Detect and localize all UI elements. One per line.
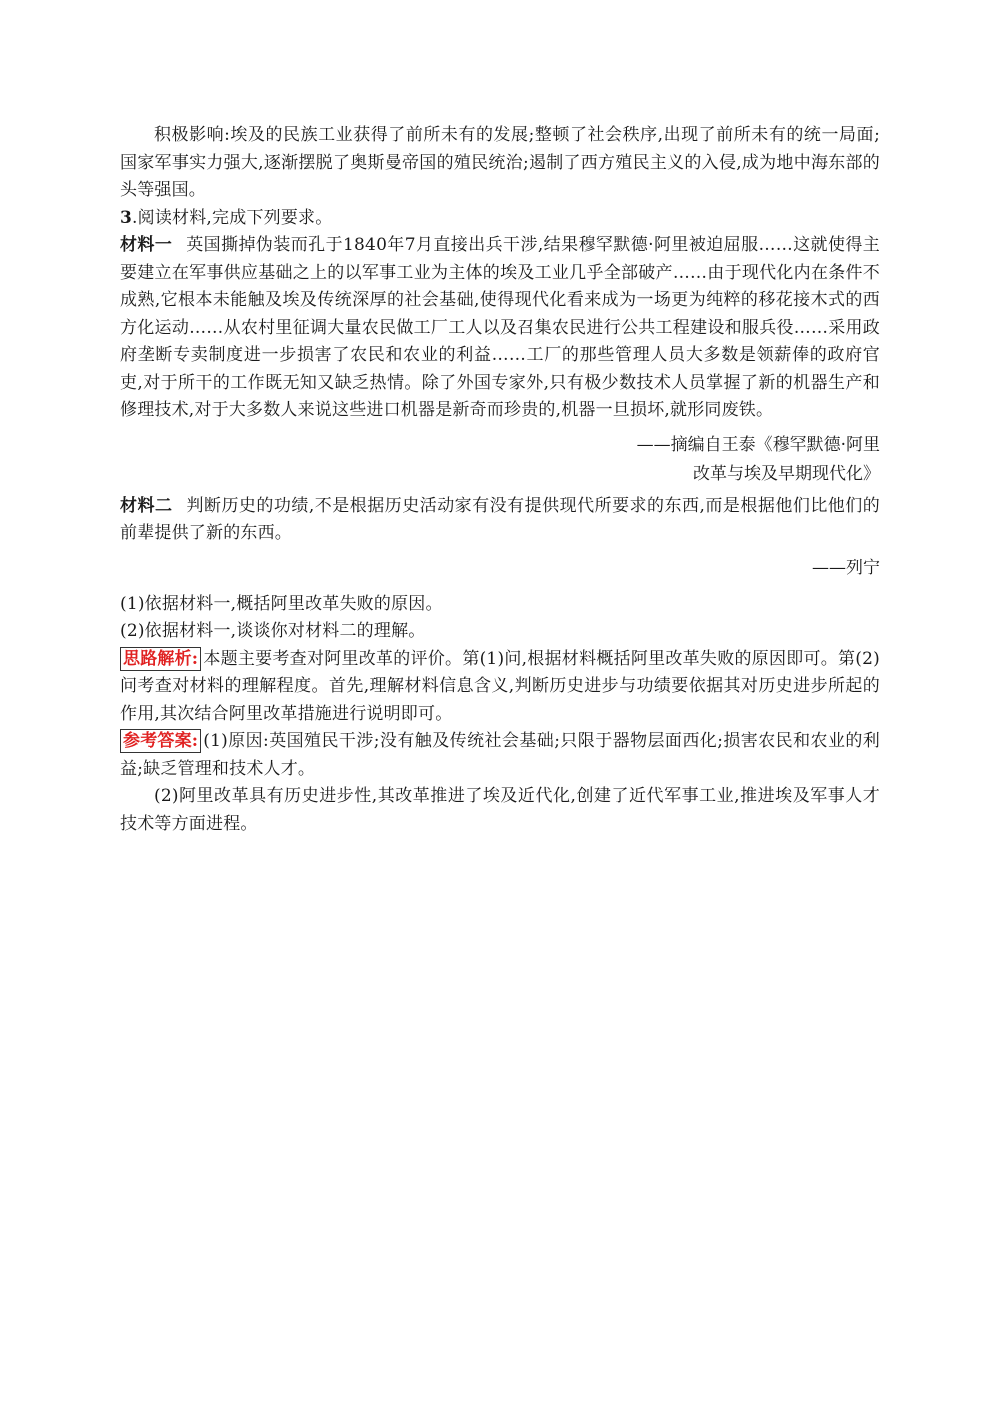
question-number: 3	[120, 207, 133, 228]
sub-question-1: (1)依据材料一,概括阿里改革失败的原因。	[120, 593, 443, 614]
answer-label: 参考答案:	[120, 729, 201, 753]
question-prompt: .阅读材料,完成下列要求。	[132, 207, 333, 228]
material-one-text: 英国撕掉伪装而孔于1840年7月直接出兵干涉,结果穆罕默德·阿里被迫屈服……这就使得主要建立在军事供应基础之上的以军事工业为主体的埃及工业几乎全部破产……由于现代化内在条件不成熟,它根本未能触及埃及传统深厚的社会基础,使得现代化看来成为一场更为纯粹的移花接木式的西方化运动……从农村里征调大量农民做工厂工人以及召集农民进行公共工程建设和服兵役……采用政府垄断专卖制度进一步损害了农民和农业的利益……工厂的那些管理人员大多数是领薪俸的政府官吏,对于所干的工作既无知又缺乏热情。除了外国专家外,只有极少数技术人员掌握了新的机器生产和修理技术,对于大多数人来说这些进口机器是新奇而珍贵的,机器一旦损坏,就形同废铁。	[120, 235, 880, 420]
analysis-label: 思路解析:	[120, 647, 201, 671]
question-header	[120, 205, 880, 233]
sub-question-2: (2)依据材料一,谈谈你对材料二的理解。	[120, 621, 426, 641]
answer-paragraph	[120, 728, 880, 783]
material-one-source-line2: 改革与埃及早期现代化》	[693, 463, 880, 484]
material-one-source	[120, 431, 880, 489]
answer-part1: (1)原因:英国殖民干涉;没有触及传统社会基础;只限于器物层面西化;损害农民和农业的利益;缺乏管理和技术人才。	[120, 731, 880, 779]
material-two-text: 判断历史的功绩,不是根据历史活动家有没有提供现代所要求的东西,而是根据他们比他们的前辈提供了新的东西。	[120, 495, 880, 543]
material-two-source-text: ——列宁	[812, 557, 880, 578]
material-two-label: 材料二	[120, 495, 173, 516]
material-one-paragraph	[120, 232, 880, 425]
intro-paragraph: 积极影响:埃及的民族工业获得了前所未有的发展;整顿了社会秩序,出现了前所未有的统一局面;国家军事实力强大,逐渐摆脱了奥斯曼帝国的殖民统治;遏制了西方殖民主义的入侵,成为地中海东部的头等强国。	[120, 125, 880, 200]
material-one-label: 材料一	[120, 235, 173, 255]
document-page	[120, 122, 880, 838]
analysis-paragraph	[120, 646, 880, 729]
answer-part2: (2)阿里改革具有历史进步性,其改革推进了埃及近代化,创建了近代军事工业,推进埃及军事人才技术等方面进程。	[120, 786, 880, 834]
analysis-text: 本题主要考查对阿里改革的评价。第(1)问,根据材料概括阿里改革失败的原因即可。第(2)问考查对材料的理解程度。首先,理解材料信息含义,判断历史进步与功绩要依据其对历史进步所起的作用,其次结合阿里改革措施进行说明即可。	[120, 648, 880, 724]
material-two-paragraph	[120, 493, 880, 548]
material-one-source-line1: ——摘编自王泰《穆罕默德·阿里	[636, 434, 880, 455]
material-two-source	[120, 554, 880, 583]
